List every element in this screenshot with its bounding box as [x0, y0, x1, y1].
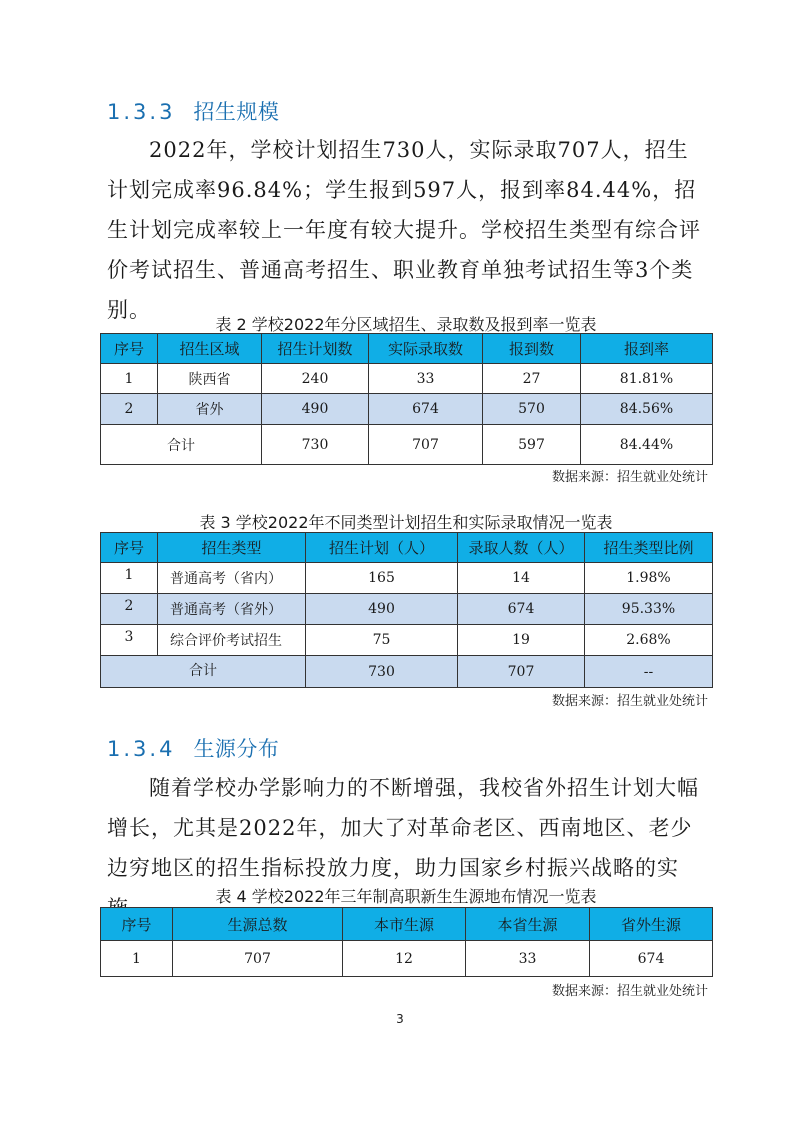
table-cell: 3	[101, 625, 158, 656]
table-cell: 490	[262, 394, 369, 425]
table-cell: 1	[101, 563, 158, 594]
table-caption: 表 2 学校2022年分区域招生、录取数及报到率一览表	[215, 315, 597, 334]
table-cell: 33	[369, 364, 483, 394]
table-cell: 普通高考（省内）	[158, 563, 306, 594]
table-cell: 490	[306, 594, 458, 625]
table-cell: 84.44%	[581, 425, 713, 465]
header-cell: 本省生源	[466, 908, 590, 941]
section-number: 1.3.4	[107, 737, 176, 761]
table-cell: 2	[101, 394, 158, 425]
table-row	[101, 594, 713, 625]
header-cell: 录取人数（人）	[458, 533, 585, 563]
table-cell: 165	[306, 563, 458, 594]
table-student-origin	[100, 907, 713, 977]
table-cell: 674	[590, 941, 713, 977]
table-cell: 707	[458, 656, 585, 688]
table-cell: 1	[101, 941, 173, 977]
table-cell: --	[585, 656, 713, 688]
table-region-enrollment	[100, 333, 713, 465]
table-cell: 75	[306, 625, 458, 656]
table-row	[101, 563, 713, 594]
table-cell: 14	[458, 563, 585, 594]
data-source-note: 数据来源：招生就业处统计	[551, 470, 708, 485]
table-cell: 84.56%	[581, 394, 713, 425]
table-row	[101, 394, 713, 425]
section-title: 生源分布	[193, 737, 280, 761]
header-cell: 序号	[101, 533, 158, 563]
page-number: 3	[396, 1012, 404, 1026]
table-cell: 95.33%	[585, 594, 713, 625]
section-heading-1-3-3	[107, 96, 279, 126]
header-cell: 本市生源	[343, 908, 466, 941]
header-cell: 报到数	[483, 334, 581, 364]
table-cell: 240	[262, 364, 369, 394]
table-cell: 674	[458, 594, 585, 625]
table-header-row	[101, 334, 713, 364]
table-cell: 81.81%	[581, 364, 713, 394]
section-paragraph: 随着学校办学影响力的不断增强，我校省外招生计划大幅增长，尤其是2022年，加大了对革命老区、西南地区、老少边穷地区的招生指标投放力度，助力国家乡村振兴战略的实	[107, 776, 699, 880]
table-cell: 陕西省	[158, 364, 262, 394]
table-cell: 2	[101, 594, 158, 625]
section-heading-1-3-4	[107, 733, 279, 763]
table-cell: 综合评价考试招生	[158, 625, 306, 656]
table-cell: 普通高考（省外）	[158, 594, 306, 625]
table-header-row	[101, 908, 713, 941]
table-cell: 570	[483, 394, 581, 425]
table-caption: 表 4 学校2022年三年制高职新生生源地布情况一览表	[215, 887, 597, 906]
table-caption: 表 3 学校2022年不同类型计划招生和实际录取情况一览表	[199, 513, 613, 532]
table-type-enrollment	[100, 532, 713, 688]
section-title: 招生规模	[193, 100, 280, 124]
header-cell: 生源总数	[173, 908, 343, 941]
header-cell: 序号	[101, 334, 158, 364]
header-cell: 招生计划（人）	[306, 533, 458, 563]
total-label: 合计	[101, 656, 306, 688]
section-number: 1.3.3	[107, 100, 176, 124]
header-cell: 招生计划数	[262, 334, 369, 364]
header-cell: 报到率	[581, 334, 713, 364]
table-cell: 707	[173, 941, 343, 977]
header-cell: 招生类型比例	[585, 533, 713, 563]
table-row	[101, 625, 713, 656]
table-cell: 730	[262, 425, 369, 465]
total-label: 合计	[101, 425, 262, 465]
header-cell: 序号	[101, 908, 173, 941]
table-cell: 省外	[158, 394, 262, 425]
table-cell: 12	[343, 941, 466, 977]
section-paragraph: 2022年，学校计划招生730人，实际录取707人，招生计划完成率96.84%；学生报到597人，报到率84.44%，招生计划完成率较上一年度有较大提升。学校招生类型有综合评价考试招生、普通高考招生、职业教育单独考试招生等3个类别。	[107, 138, 701, 322]
table-cell: 27	[483, 364, 581, 394]
table-cell: 1	[101, 364, 158, 394]
table-cell: 33	[466, 941, 590, 977]
table-cell: 2.68%	[585, 625, 713, 656]
table-cell: 674	[369, 394, 483, 425]
data-source-note: 数据来源：招生就业处统计	[551, 694, 708, 709]
table-total-row	[101, 656, 713, 688]
data-source-note: 数据来源：招生就业处统计	[551, 984, 708, 999]
table-cell: 730	[306, 656, 458, 688]
header-cell: 实际录取数	[369, 334, 483, 364]
header-cell: 招生类型	[158, 533, 306, 563]
header-cell: 招生区域	[158, 334, 262, 364]
table-header-row	[101, 533, 713, 563]
header-cell: 省外生源	[590, 908, 713, 941]
table-cell: 1.98%	[585, 563, 713, 594]
table-cell: 19	[458, 625, 585, 656]
table-total-row	[101, 425, 713, 465]
table-cell: 707	[369, 425, 483, 465]
table-row	[101, 364, 713, 394]
table-row	[101, 941, 713, 977]
table-cell: 597	[483, 425, 581, 465]
